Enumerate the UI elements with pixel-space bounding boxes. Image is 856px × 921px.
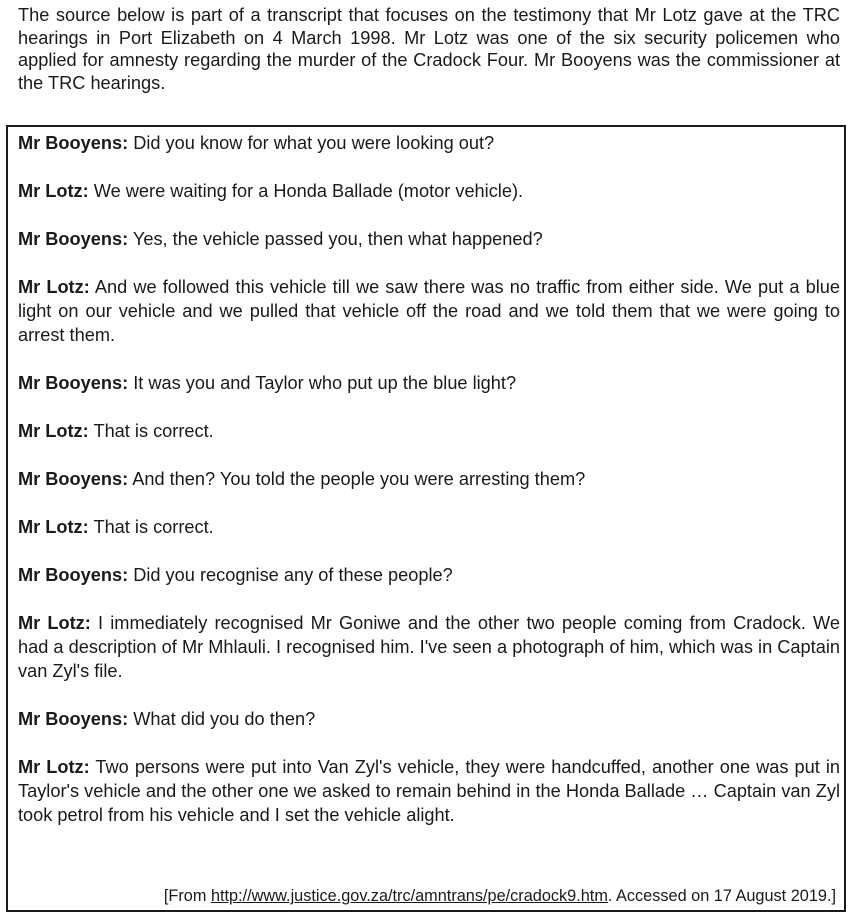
- speaker-name: Mr Booyens:: [18, 133, 129, 153]
- speech-text: Yes, the vehicle passed you, then what happened?: [132, 229, 543, 249]
- speaker-name: Mr Lotz:: [18, 613, 91, 633]
- speaker-name: Mr Lotz:: [18, 181, 89, 201]
- speaker-name: Mr Booyens:: [18, 469, 129, 489]
- exchange: [18, 515, 840, 539]
- exchange: [18, 707, 840, 731]
- speech-text: I immediately recognised Mr Goniwe and the other two people coming from Cradock. We had a description of Mr Mhlauli. I recognised him. I've seen a photograph of him, which was in Captain van Zyl's file.: [18, 613, 840, 681]
- speech-text: Did you recognise any of these people?: [133, 565, 453, 585]
- speaker-name: Mr Lotz:: [18, 757, 90, 777]
- speech-text: What did you do then?: [133, 709, 316, 729]
- speech-text: That is correct.: [93, 421, 214, 441]
- speech-text: We were waiting for a Honda Ballade (motor vehicle).: [93, 181, 524, 201]
- speech-text: And we followed this vehicle till we saw there was no traffic from either side. We put a blue light on our vehicle and we pulled that vehicle off the road and we told them that we were going to arrest them.: [18, 277, 840, 345]
- speech-text: It was you and Taylor who put up the blue light?: [133, 373, 517, 393]
- citation-suffix: . Accessed on 17 August 2019.]: [607, 887, 836, 905]
- citation-prefix: [From: [163, 887, 211, 905]
- transcript: [18, 131, 840, 827]
- speaker-name: Mr Booyens:: [18, 565, 129, 585]
- citation-link[interactable]: http://www.justice.gov.za/trc/amntrans/pe/cradock9.htm: [210, 887, 608, 905]
- exchange: [18, 179, 840, 203]
- exchange: [18, 227, 840, 251]
- speaker-name: Mr Booyens:: [18, 373, 129, 393]
- speaker-name: Mr Lotz:: [18, 517, 89, 537]
- exchange: [18, 371, 840, 395]
- source-box: [6, 125, 846, 912]
- speaker-name: Mr Lotz:: [18, 277, 90, 297]
- speech-text: That is correct.: [93, 517, 214, 537]
- exchange: [18, 755, 840, 827]
- speaker-name: Mr Lotz:: [18, 421, 89, 441]
- exchange: [18, 419, 840, 443]
- source-citation: [164, 886, 836, 906]
- exchange: [18, 467, 840, 491]
- speech-text: Two persons were put into Van Zyl's vehicle, they were handcuffed, another one was put in Taylor's vehicle and the other one we asked to remain behind in the Honda Ballade … Captain van Zyl took petrol from his vehicle and I set the vehicle alight.: [18, 757, 840, 825]
- speaker-name: Mr Booyens:: [18, 709, 129, 729]
- speaker-name: Mr Booyens:: [18, 229, 129, 249]
- speech-text: Did you know for what you were looking out?: [133, 133, 495, 153]
- exchange: [18, 131, 840, 155]
- exchange: [18, 611, 840, 683]
- intro-paragraph: The source below is part of a transcript that focuses on the testimony that Mr Lotz gave at the TRC hearings in Port Elizabeth on 4 March 1998. Mr Lotz was one of the six security policemen who applied for amnesty regarding the murder of the Cradock Four. Mr Booyens was the commissioner at the TRC hearings.: [18, 5, 840, 93]
- exchange: [18, 563, 840, 587]
- exchange: [18, 275, 840, 347]
- speech-text: And then? You told the people you were arresting them?: [132, 469, 586, 489]
